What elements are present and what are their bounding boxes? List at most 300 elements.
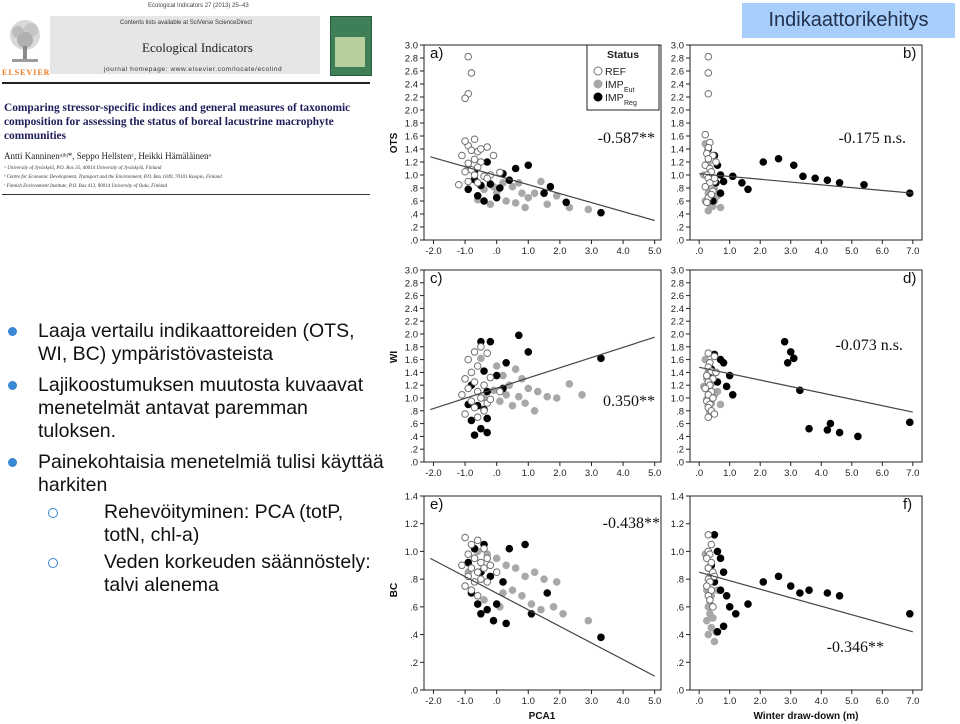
y-axis-title-bc: BC: [389, 582, 400, 598]
data-point-imp-reg: [484, 429, 491, 436]
data-point-imp-reg: [493, 601, 500, 608]
data-point-ref: [462, 534, 469, 541]
x-tick-label: 7.0: [906, 696, 920, 707]
data-point-imp-eut: [522, 573, 529, 580]
x-tick-label: 1.0: [521, 246, 535, 257]
data-point-imp-eut: [711, 638, 718, 645]
data-point-imp-reg: [720, 569, 727, 576]
data-point-imp-eut: [519, 592, 526, 599]
data-point-imp-eut: [703, 617, 710, 624]
data-point-imp-reg: [503, 360, 510, 367]
x-tick-label: 4.0: [616, 696, 630, 707]
legend-marker: [594, 80, 602, 88]
data-point-imp-reg: [720, 623, 727, 630]
data-point-imp-eut: [493, 363, 500, 370]
data-point-imp-reg: [745, 601, 752, 608]
x-tick-label: 1.0: [723, 468, 737, 479]
data-point-ref: [471, 172, 478, 179]
affiliation-b: ᵇ Centre for Economic Development, Transport and the Environment, P.O. Box 1049, 70101 Kuopio, Finland: [4, 175, 222, 180]
contents-line: Contents lists available at SciVerse ScienceDirect: [120, 20, 253, 26]
data-point-imp-eut: [528, 601, 535, 608]
y-tick-label: .6: [676, 419, 684, 431]
y-tick-label: 1.0: [670, 393, 684, 405]
data-point-imp-eut: [478, 355, 485, 362]
data-point-imp-reg: [836, 592, 843, 599]
data-point-imp-eut: [531, 408, 538, 415]
data-point-ref: [474, 592, 481, 599]
data-point-ref: [471, 349, 478, 356]
y-tick-label: .8: [676, 574, 684, 586]
y-tick-label: 2.6: [404, 66, 418, 78]
citation: Ecological Indicators 27 (2013) 25–43: [148, 3, 249, 9]
data-point-imp-reg: [717, 587, 724, 594]
sub-bullet-ring-icon: [48, 508, 58, 518]
data-point-imp-reg: [906, 610, 913, 617]
data-point-ref: [468, 70, 475, 77]
bullet-item: [16, 320, 388, 366]
sub-bullet-item: [16, 551, 388, 597]
data-point-imp-reg: [541, 190, 548, 197]
data-point-imp-reg: [598, 355, 605, 362]
data-point-ref: [702, 131, 709, 138]
x-tick-label: 3.0: [584, 246, 599, 257]
x-tick-label: 6.0: [875, 468, 889, 479]
y-tick-label: 1.8: [404, 342, 418, 354]
data-point-imp-reg: [598, 634, 605, 641]
y-axis-title-wi: WI: [389, 350, 400, 364]
data-point-ref: [459, 392, 466, 399]
x-tick-label: 3.0: [784, 696, 798, 707]
data-point-ref: [474, 537, 481, 544]
journal-homepage: journal homepage: www.elsevier.com/locate/ecolind: [104, 66, 283, 73]
y-tick-label: 1.0: [404, 546, 418, 558]
legend-marker: [594, 67, 602, 75]
y-tick-label: 2.0: [404, 105, 418, 117]
y-tick-label: 2.0: [670, 105, 684, 117]
data-point-imp-eut: [534, 388, 541, 395]
data-point-ref: [468, 587, 475, 594]
data-point-ref: [474, 363, 481, 370]
x-tick-label: 3.0: [784, 246, 798, 257]
data-point-imp-reg: [547, 183, 554, 190]
legend-marker: [594, 93, 602, 101]
section-badge: Indikaattorikehitys: [742, 3, 955, 38]
data-point-imp-reg: [855, 433, 862, 440]
data-point-imp-eut: [500, 372, 507, 379]
regression-line-d: [699, 367, 913, 412]
y-tick-label: 1.2: [670, 519, 684, 531]
data-point-imp-reg: [493, 194, 500, 201]
data-point-imp-reg: [522, 541, 529, 548]
data-point-imp-reg: [717, 190, 724, 197]
x-tick-label: 1.0: [723, 696, 737, 707]
y-tick-label: .6: [676, 602, 684, 614]
data-point-ref: [471, 555, 478, 562]
data-point-imp-reg: [784, 360, 791, 367]
paper-authors: Antti Kanninenᵃʲᵇʲ*, Seppo Hellstenᶜ, Heikki Hämäläinenᵃ: [4, 151, 212, 161]
data-point-ref: [471, 136, 478, 143]
data-point-ref: [484, 144, 491, 151]
y-tick-label: 2.2: [670, 316, 684, 328]
data-point-ref: [481, 382, 488, 389]
data-point-ref: [468, 541, 475, 548]
data-point-imp-reg: [512, 165, 519, 172]
data-point-imp-reg: [474, 601, 481, 608]
y-tick-label: .2: [410, 444, 418, 456]
data-point-imp-reg: [465, 186, 472, 193]
data-point-imp-reg: [598, 209, 605, 216]
data-point-imp-reg: [806, 587, 813, 594]
y-tick-label: 2.0: [404, 329, 418, 341]
y-tick-label: .2: [410, 222, 418, 234]
x-tick-label: 5.0: [845, 468, 859, 479]
y-tick-label: .6: [410, 602, 418, 614]
x-axis-title-drawdown: Winter draw-down (m): [753, 711, 859, 722]
x-tick-label: 4.0: [616, 468, 630, 479]
bullet-item: [16, 451, 388, 497]
data-point-ref: [703, 372, 710, 379]
legend-label: IMP: [605, 92, 624, 104]
data-point-imp-eut: [705, 631, 712, 638]
x-tick-label: 5.0: [845, 246, 859, 257]
y-tick-label: 2.8: [670, 53, 684, 65]
panel-frame-c: [424, 270, 661, 462]
data-point-imp-eut: [503, 198, 510, 205]
data-point-imp-reg: [717, 555, 724, 562]
y-tick-label: .2: [676, 444, 684, 456]
data-point-imp-reg: [824, 590, 831, 597]
correlation-label-f: -0.346**: [826, 639, 884, 656]
data-point-ref: [468, 565, 475, 572]
y-tick-label: 2.8: [404, 53, 418, 65]
data-point-imp-reg: [790, 162, 797, 169]
data-point-ref: [484, 579, 491, 586]
data-point-ref: [478, 146, 485, 153]
data-point-imp-reg: [481, 198, 488, 205]
data-point-imp-reg: [760, 579, 767, 586]
sub-bullet-text: Rehevöityminen: PCA (totP, totN, chl-a): [104, 501, 344, 546]
x-tick-label: 5.0: [845, 696, 859, 707]
data-point-imp-reg: [490, 617, 497, 624]
scatter-figure: [380, 36, 960, 724]
data-point-imp-reg: [720, 178, 727, 185]
y-tick-label: 1.8: [670, 118, 684, 130]
y-tick-label: 2.2: [670, 92, 684, 104]
data-point-imp-reg: [824, 427, 831, 434]
data-point-ref: [490, 152, 497, 159]
data-point-imp-reg: [806, 425, 813, 432]
data-point-imp-reg: [723, 383, 730, 390]
y-tick-label: 2.4: [404, 303, 418, 315]
legend-label: IMP: [605, 79, 624, 91]
data-point-ref: [468, 147, 475, 154]
legend-sublabel: Eut: [624, 87, 635, 94]
x-tick-label: 2.0: [553, 696, 567, 707]
y-tick-label: 1.6: [404, 355, 418, 367]
sub-bullet-text: Veden korkeuden säännöstely: talvi alenema: [104, 551, 371, 596]
x-tick-label: 3.0: [584, 468, 599, 479]
bullet-dot-icon: [8, 458, 17, 467]
y-tick-label: 3.0: [404, 40, 418, 52]
data-point-imp-reg: [525, 349, 532, 356]
data-point-imp-eut: [525, 385, 532, 392]
data-point-imp-reg: [714, 629, 721, 636]
panel-label-a: a): [430, 45, 444, 62]
elsevier-tree-logo: [4, 18, 46, 68]
y-tick-label: 2.8: [670, 278, 684, 290]
x-tick-label: -1.0: [456, 696, 474, 707]
y-tick-label: .4: [676, 431, 684, 443]
data-point-imp-eut: [519, 190, 526, 197]
x-tick-label: 5.0: [648, 246, 662, 257]
data-point-imp-eut: [531, 190, 538, 197]
y-tick-label: 1.8: [670, 342, 684, 354]
data-point-imp-reg: [471, 432, 478, 439]
data-point-ref: [711, 353, 718, 360]
affiliation-divider: [2, 194, 370, 195]
x-tick-label: 4.0: [616, 246, 630, 257]
correlation-label-a: -0.587**: [597, 130, 655, 147]
data-point-imp-reg: [732, 610, 739, 617]
regression-line-a: [430, 157, 654, 221]
y-tick-label: .0: [676, 235, 684, 247]
data-point-imp-eut: [509, 183, 516, 190]
data-point-ref: [710, 395, 717, 402]
y-tick-label: .8: [410, 183, 418, 195]
x-tick-label: -1.0: [456, 246, 474, 257]
y-tick-label: 1.2: [404, 380, 418, 392]
y-tick-label: 1.4: [670, 367, 684, 379]
data-point-ref: [497, 388, 504, 395]
data-point-imp-reg: [775, 573, 782, 580]
x-tick-label: 1.0: [723, 246, 737, 257]
x-tick-label: -2.0: [425, 696, 442, 707]
data-point-imp-reg: [729, 392, 736, 399]
y-tick-label: 1.0: [404, 170, 418, 182]
x-tick-label: 1.0: [521, 696, 535, 707]
data-point-ref: [471, 404, 478, 411]
sub-bullet-item: [16, 501, 388, 547]
data-point-ref: [465, 160, 472, 167]
data-point-ref: [713, 159, 720, 166]
journal-name: Ecological Indicators: [142, 40, 253, 55]
data-point-ref: [474, 569, 481, 576]
correlation-label-d: -0.073 n.s.: [835, 337, 903, 354]
y-tick-label: 2.2: [404, 316, 418, 328]
data-point-imp-eut: [503, 562, 510, 569]
data-point-imp-eut: [566, 381, 573, 388]
y-tick-label: .0: [676, 685, 684, 697]
data-point-ref: [465, 53, 472, 60]
x-tick-label: 3.0: [584, 696, 599, 707]
y-tick-label: 1.2: [404, 157, 418, 169]
data-point-imp-reg: [797, 590, 804, 597]
data-point-ref: [459, 562, 466, 569]
data-point-imp-reg: [500, 579, 507, 586]
y-tick-label: .4: [410, 431, 418, 443]
data-point-ref: [487, 562, 494, 569]
data-point-imp-eut: [525, 194, 532, 201]
y-tick-label: 3.0: [404, 265, 418, 277]
data-point-ref: [487, 396, 494, 403]
data-point-ref: [459, 152, 466, 159]
x-tick-label: 5.0: [648, 696, 662, 707]
bullet-dot-icon: [8, 327, 17, 336]
data-point-imp-eut: [497, 398, 504, 405]
x-tick-label: .0: [492, 246, 501, 257]
x-tick-label: 1.0: [521, 468, 535, 479]
data-point-imp-eut: [717, 204, 724, 211]
y-tick-label: 1.6: [670, 355, 684, 367]
y-tick-label: 1.2: [670, 157, 684, 169]
data-point-imp-reg: [544, 590, 551, 597]
data-point-ref: [487, 374, 494, 381]
x-tick-label: 7.0: [906, 246, 920, 257]
y-tick-label: .2: [410, 657, 418, 669]
data-point-ref: [705, 70, 712, 77]
data-point-ref: [707, 597, 714, 604]
correlation-label-e: -0.438**: [602, 515, 660, 532]
data-point-ref: [478, 344, 485, 351]
data-point-ref: [493, 569, 500, 576]
data-point-imp-eut: [579, 392, 586, 399]
data-point-imp-reg: [478, 610, 485, 617]
data-point-imp-reg: [503, 620, 510, 627]
data-point-ref: [481, 408, 488, 415]
data-point-imp-reg: [474, 193, 481, 200]
y-tick-label: .4: [676, 209, 684, 221]
data-point-imp-reg: [906, 419, 913, 426]
data-point-ref: [705, 414, 712, 421]
y-tick-label: 2.6: [404, 291, 418, 303]
x-tick-label: 2.0: [753, 696, 767, 707]
data-point-imp-reg: [484, 415, 491, 422]
data-point-imp-reg: [497, 185, 504, 192]
x-tick-label: 4.0: [814, 246, 828, 257]
data-point-imp-eut: [509, 402, 516, 409]
data-point-ref: [703, 199, 710, 206]
data-point-imp-reg: [487, 338, 494, 345]
data-point-imp-eut: [512, 200, 519, 207]
y-tick-label: 1.6: [404, 131, 418, 143]
data-point-imp-reg: [760, 159, 767, 166]
data-point-ref: [705, 155, 712, 162]
y-tick-label: 3.0: [670, 40, 684, 52]
sub-bullet-ring-icon: [48, 558, 58, 568]
bullet-list: [16, 320, 388, 601]
y-tick-label: 1.0: [670, 546, 684, 558]
bullet-text: Painekohtaisia menetelmiä tulisi käyttää harkiten: [38, 451, 384, 496]
y-tick-label: 2.6: [670, 291, 684, 303]
x-tick-label: .0: [695, 468, 704, 479]
x-axis-title-pca1: PCA1: [528, 711, 556, 722]
y-tick-label: 1.2: [404, 519, 418, 531]
data-point-imp-eut: [487, 201, 494, 208]
data-point-imp-eut: [560, 610, 567, 617]
publisher-name: ELSEVIER: [2, 68, 51, 77]
y-tick-label: .2: [676, 222, 684, 234]
data-point-imp-reg: [726, 604, 733, 611]
x-tick-label: .0: [695, 246, 704, 257]
data-point-imp-reg: [723, 592, 730, 599]
y-tick-label: 1.4: [404, 491, 418, 503]
data-point-imp-reg: [836, 180, 843, 187]
x-tick-label: 2.0: [753, 468, 767, 479]
paper-header: [0, 0, 372, 196]
y-tick-label: 2.8: [404, 278, 418, 290]
y-tick-label: .8: [676, 183, 684, 195]
data-point-imp-eut: [531, 569, 538, 576]
data-point-imp-reg: [481, 368, 488, 375]
paper-title: Comparing stressor-specific indices and general measures of taxonomic composition for assessing the status of boreal lacustrine macrophyte communities: [4, 102, 351, 142]
data-point-ref: [705, 90, 712, 97]
data-point-ref: [711, 175, 718, 182]
y-tick-label: 1.2: [670, 380, 684, 392]
data-point-imp-reg: [787, 349, 794, 356]
data-point-imp-eut: [585, 206, 592, 213]
x-tick-label: .0: [492, 468, 501, 479]
data-point-imp-eut: [512, 366, 519, 373]
data-point-ref: [471, 379, 478, 386]
y-tick-label: 1.4: [670, 491, 684, 503]
data-point-imp-eut: [717, 401, 724, 408]
data-point-imp-eut: [503, 392, 510, 399]
panel-label-b: b): [903, 45, 917, 62]
y-tick-label: .0: [410, 235, 418, 247]
panel-label-f: f): [903, 496, 913, 513]
x-tick-label: 4.0: [814, 696, 828, 707]
x-tick-label: .0: [695, 696, 704, 707]
header-divider: [2, 82, 370, 84]
y-tick-label: 1.0: [404, 393, 418, 405]
data-point-ref: [465, 178, 472, 185]
y-tick-label: .4: [676, 630, 684, 642]
data-point-ref: [468, 369, 475, 376]
journal-cover: [330, 16, 372, 76]
data-point-imp-eut: [553, 579, 560, 586]
y-tick-label: 3.0: [670, 265, 684, 277]
data-point-ref: [465, 356, 472, 363]
correlation-label-b: -0.175 n.s.: [838, 130, 906, 147]
data-point-ref: [711, 411, 718, 418]
x-tick-label: 5.0: [648, 468, 662, 479]
data-point-ref: [462, 376, 469, 383]
y-tick-label: 1.8: [404, 118, 418, 130]
data-point-imp-eut: [541, 576, 548, 583]
data-point-imp-reg: [861, 181, 868, 188]
data-point-imp-reg: [478, 425, 485, 432]
data-point-ref: [468, 398, 475, 405]
data-point-imp-reg: [714, 548, 721, 555]
data-point-imp-eut: [509, 587, 516, 594]
data-point-imp-eut: [710, 615, 717, 622]
data-point-ref: [474, 180, 481, 187]
data-point-imp-reg: [493, 372, 500, 379]
data-point-imp-reg: [563, 199, 570, 206]
data-point-ref: [702, 385, 709, 392]
y-tick-label: .4: [410, 630, 418, 642]
panel-label-c: c): [430, 270, 443, 287]
data-point-imp-reg: [525, 162, 532, 169]
legend-sublabel: Reg: [624, 100, 637, 107]
data-point-ref: [465, 551, 472, 558]
data-point-imp-eut: [544, 201, 551, 208]
data-point-ref: [465, 385, 472, 392]
data-point-imp-eut: [522, 400, 529, 407]
data-point-ref: [705, 53, 712, 60]
y-tick-label: 1.6: [670, 131, 684, 143]
data-point-imp-reg: [800, 173, 807, 180]
